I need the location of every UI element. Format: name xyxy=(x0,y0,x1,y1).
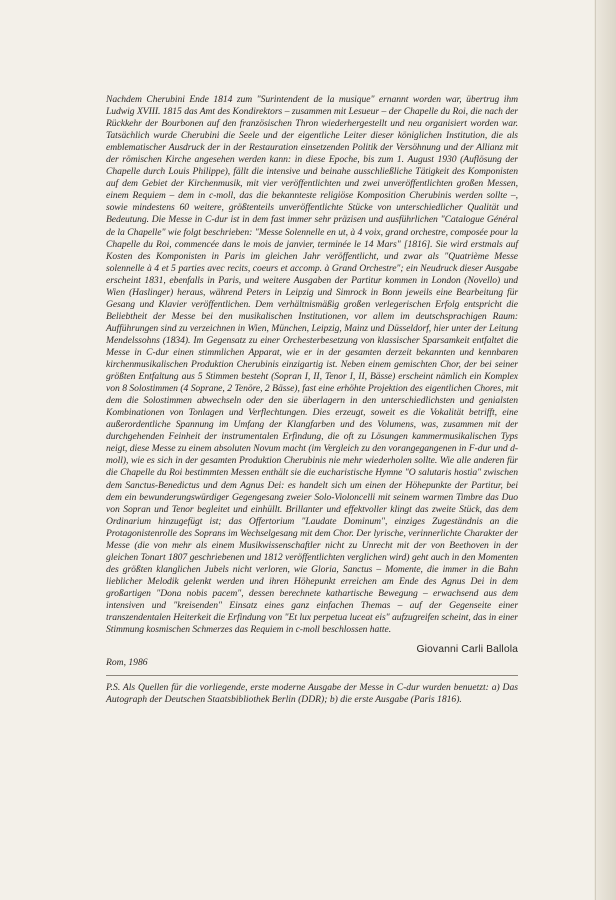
divider-rule xyxy=(106,675,518,676)
author-signature: Giovanni Carli Ballola xyxy=(416,644,518,656)
postscript-text: P.S. Als Quellen für die vorliegende, erste moderne Ausgabe der Messe in C-dur wurden benuetzt: a) Das Autograph der Deutschen Staatsbibliothek Berlin (DDR); b) die erste Ausgabe (Paris 1816). xyxy=(106,682,518,706)
essay-body-text: Nachdem Cherubini Ende 1814 zum "Surintendent de la musique" ernannt worden war, übertrug ihm Ludwig XVIII. 1815 das Amt des Kondirektors – zusammen mit Lesueur – der Chapelle du Roi, die nach der Rückkehr der Bourbonen auf den französischen Thron wiederhergestellt und neu organisiert worden war. Tatsächlich wurde Cherubini die Seele und der eigentliche Leiter dieser königlichen Institution, die als emblematischer Ausdruck der in der Restauration einsetzenden Politik der Versöhnung und der Allianz mit der römischen Kirche angesehen werden kann: in diese Epoche, bis zum 1. August 1930 (Auflösung der Chapelle durch Louis Philippe), fällt die intensive und beinahe ausschließliche Tätigkeit des Komponisten auf dem Gebiet der Kirchenmusik, mit vier veröffentlichten und zwei unveröffentlichten großen Messen, einem Requiem – dem in c-moll, das die bekannteste religiöse Komposition Cherubinis werden sollte –, sowie mindestens 60 weitere, größtenteils unveröffentlichte Stücke von unterschiedlicher Qualität und Bedeutung. Die Messe in C-dur ist in dem fast immer sehr präzisen und ausführlichen "Catalogue Général de la Chapelle" wie folgt beschrieben: "Messe Solennelle en ut, à 4 voix, grand orchestre, composée pour la Chapelle du Roi, commencée dans le mois de janvier, terminée le 14 Mars" [1816]. Sie wird erstmals auf Kosten des Komponisten in Paris im gleichen Jahr veröffentlicht, und zwar als "Quatrième Messe solennelle à 4 et 5 parties avec recits, coeurs et accomp. à Grand Orchestre"; ein Neudruck dieser Ausgabe erscheint 1831, ebenfalls in Paris, und weitere Ausgaben der Partitur kommen in London (Novello) und Wien (Haslinger) heraus, während Peters in Leipzig und Simrock in Bonn jeweils eine Bearbeitung für Gesang und Klavier veröffentlichen. Dem verhältnismäßig großen verlegerischen Erfolg entspricht die Beliebtheit der Messe bei den musikalischen Institutionen, vor allem im deutschsprachigen Raum: Aufführungen sind zu verzeichnen in Wien, München, Leipzig, Mainz und Düsseldorf, hier unter der Leitung Mendelssohns (1834). Im Gegensatz zu einer Orchesterbesetzung von klassischer Sparsamkeit entfaltet die Messe in C-dur einen stimmlichen Apparat, wie er in der gesamten derzeit bekannten und kennbaren kirchenmusikalischen Produktion Cherubinis einzigartig ist. Neben einem gemischten Chor, der bei seiner größten Entfaltung aus 5 Stimmen besteht (Sopran I, II, Tenor I, II, Bässe) erscheint nämlich ein Komplex von 8 Solostimmen (4 Soprane, 2 Tenöre, 2 Bässe), fast eine erhöhte Projektion des eigentlichen Chores, mit dem die Solostimmen abwechseln oder den sie überlagern in den unterschiedlichsten und genialsten Kombinationen von Tonlagen und Verflechtungen. Dies erzeugt, soweit es die Vokalität betrifft, eine außerordentliche Spannung im Umfang der Klangfarben und des Volumens, was, zusammen mit der durchgehenden Feinheit der instrumentalen Erfindung, die oft zu Lösungen kammermusikalischen Typs neigt, diese Messe zu einem absoluten Novum macht (im Vergleich zu den vorangegangenen in F-dur und d-moll), wie es sich in der gesamten Produktion Cherubinis nie mehr wiederholen sollte. Wie alle anderen für die Chapelle du Roi bestimmten Messen enthält sie die eucharistische Hymne "O salutaris hostia" zwischen dem Sanctus-Benedictus und dem Agnus Dei: es handelt sich um einen der Höhepunkte der Partitur, bei dem ein bewunderungswürdiger Gegengesang zweier Solo-Violoncelli mit seinem warmen Timbre das Duo von Sopran und Tenor begleitet und einhüllt. Brillanter und effektvoller klingt das zweite Stück, das dem Ordinarium hinzugefügt ist; das Offertorium "Laudate Dominum", einziges Zugeständnis an die Protagonistenrolle des Soprans im Wechselgesang mit dem Chor. Der lyrische, verinnerlichte Charakter der Messe (die von mehr als einem Musikwissenschaftler nicht zu Unrecht mit der von Beethoven in der gleichen Tonart 1807 geschriebenen und 1812 veröffentlichten verglichen wird) geht auch in den Momenten des größten klanglichen Jubels nicht verloren, wie Gloria, Sanctus – Momente, die immer in die Bahn lieblicher Melodik gelenkt werden und ihren Höhepunkt erreichen am Ende des Agnus Dei in dem großartigen "Dona nobis pacem", dessen berechnete kathartische Bewegung – erwachsend aus dem intensiven und "kreisenden" Einsatz eines ganz einfachen Themas – auf der Gegenseite einer transzendentalen Heiterkeit die Erfindung von "Et lux perpetua luceat eis" aufzugreifen scheint, das in einer Stimmung kosmischen Schmerzes das Requiem in c-moll beschlossen hatte. xyxy=(106,94,518,636)
page-edge-shadow xyxy=(594,0,616,900)
page-fold-line xyxy=(595,0,596,900)
essay-block xyxy=(106,94,518,706)
place-date: Rom, 1986 xyxy=(106,657,148,669)
